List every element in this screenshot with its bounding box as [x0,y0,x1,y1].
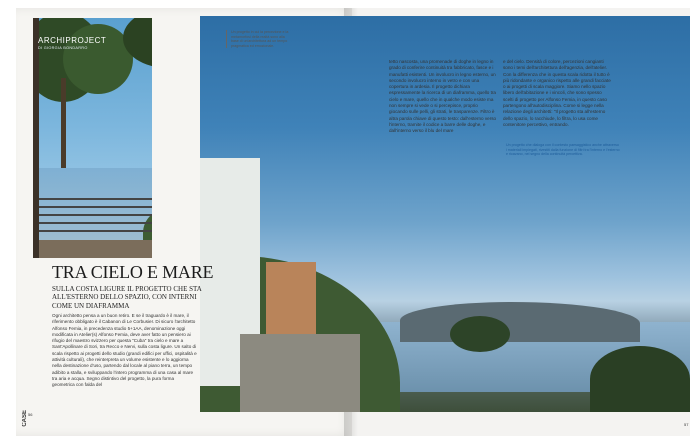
page-number-right: 57 [684,422,689,427]
page-number-left: 56 [28,412,33,417]
article-column-2: tetto nascosta, una promenade di doghe in legno in grado di conferire continuità tra fabbricato, fasce e i manufatti esistenti. Un involucro in legno esterno, un secondo involucro interno in vetro e con una copertura in ardesia. Il progetto dichiara espressamente la ricerca di un diaframma, quello tra cielo e mare, quello che in qualche modo esiste ma non sempre si vede o si percepisce, proprio giocando sulle pelli, gli strati, le trasparenze. Filtro è altra parola chiave di questo testo: dall'esterno verso l'interno, tramite il codice a barre delle doghe, e dall'interno verso il blu del mare [389,59,497,134]
article-column-1: Ogni architetto pensa a un buon retiro. E se il traguardo è il mare, il riferimento obbligato è il Cabanon di Le Corbusier. Di sicuro l'architetto Alfonso Femia, in precedenza studio 5+1AA, denominazione oggi modificata in Atelier(s) Alfonso Femia, deve aver fatto un pensiero ai rifugio del maestro svizzero per questa "Cuba" tra cielo e mare a Sant'Apollinare di Sori, tra Recco e Nervi, sulla costa ligure. Un salto di scala rispetto ai progetti dello studio (grandi edifici per uffici, ospitalità e attività culturali), che reinterpreta un volume esistente e lo aggiorna nella destinazione d'uso, partendo dal locale al piano terra, un tempo adibito a stalla, e sviluppando l'intero programma di una casa al mare tra aria e acqua. Segno distintivo del progetto, la pura forma geometrica con falda del [52,313,197,388]
byline: DI GIORGIA BONDARRO [38,46,88,50]
magazine-brand: CASE [22,410,28,427]
article-column-3: e del cielo. Densità di colore, percezioni cangianti sono i temi dell'architettura dell'agenzia, dell'atelier. Con la differenza che in questa scala ridotta il tutto è più ridondante e organico rispetto alle grandi facciate o ai progetti di scala maggiore. Siamo nello spazio libero dell'abitazione e i vincoli, che sono spesso scelti di progetto per Alfonso Femia, in questo caso partengono all'autodisciplina. Come si legge nella relazione degli architetti: "Il progetto sta all'esterno dello spazio, lo racchiude, lo filtra, lo usa come contenitore percettivo, entrando. [503,59,611,127]
photo-caption-left: Un progetto in cui la percezione e la metamorfosi della realtà sono alla base di un'architettura ad un tempo pragmatica ed emozionale. [226,30,289,48]
section-label: ARCHIPROJECT [38,36,107,45]
article-subhead: SULLA COSTA LIGURE IL PROGETTO CHE STA ALL'ESTERNO DELLO SPAZIO, CON INTERNI COME UN DIAFRAMMA [52,285,202,310]
article-headline: TRA CIELO E MARE [52,262,214,282]
photo-caption-right: Un progetto che dialoga con il contesto paesaggistico anche attraverso i materiali impiegati, rivestiti dalla funzione di filtri tra l'interno e l'esterno e ricavano, nel segno della continuità percettiva. [506,143,620,157]
